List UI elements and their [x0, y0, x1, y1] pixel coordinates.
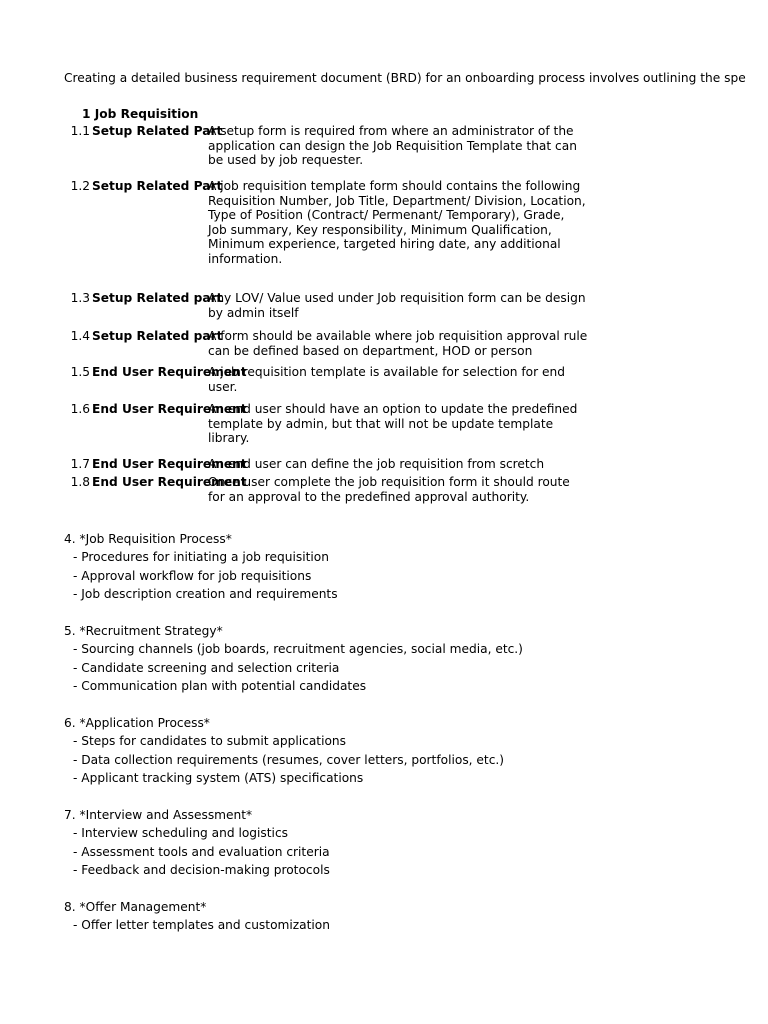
outline-section [64, 622, 523, 696]
description-line: by admin itself [208, 305, 299, 320]
requirement-description [208, 457, 563, 472]
requirement-number: 1.7 [70, 457, 90, 471]
outline-item: - Job description creation and requirements [73, 587, 338, 602]
description-line: application can design the Job Requisition Template that can [208, 138, 577, 153]
outline-item: - Data collection requirements (resumes, cover letters, portfolios, etc.) [73, 752, 505, 767]
requirement-category: Setup Related part [92, 291, 223, 305]
section-heading [82, 106, 198, 122]
description-line: An end user should have an option to update the predefined [208, 402, 578, 416]
outline-item: - Feedback and decision-making protocols [73, 863, 330, 878]
outline-title: 8. *Offer Management* [64, 900, 207, 914]
requirement-description [208, 291, 586, 320]
requirement-category: End User Requirement [92, 402, 247, 416]
requirement-description [208, 329, 588, 358]
outline-item: - Assessment tools and evaluation criteria [73, 844, 330, 859]
outline-item: - Offer letter templates and customization [73, 918, 330, 933]
outline-section [64, 898, 330, 935]
outline-item: - Applicant tracking system (ATS) specifications [73, 771, 364, 786]
description-line: information. [208, 251, 283, 266]
description-line: Type of Position (Contract/ Permenant/ Temporary), Grade, [208, 208, 565, 223]
description-line: A form should be available where job requisition approval rule [208, 329, 588, 343]
requirement-number: 1.1 [70, 124, 90, 138]
description-line: A job requisition template is available for selection for end [208, 365, 565, 379]
requirement-description [208, 124, 577, 168]
description-line: template by admin, but that will not be update template [208, 416, 554, 431]
requirement-number: 1.6 [70, 402, 90, 416]
outline-title: 4. *Job Requisition Process* [64, 532, 232, 546]
intro-paragraph: Creating a detailed business requirement document (BRD) for an onboarding process involves outlining the spe [64, 71, 746, 85]
requirement-description [208, 475, 570, 504]
requirement-category: End User Requirement [92, 457, 247, 471]
section-number: 1 [82, 107, 91, 121]
description-line: Job summary, Key responsibility, Minimum Qualification, [208, 222, 552, 237]
description-line: An end user can define the job requisition from scretch [208, 457, 545, 471]
description-line: can be defined based on department, HOD or person [208, 343, 533, 358]
requirement-category: Setup Related Part [92, 179, 223, 193]
requirement-number: 1.2 [70, 179, 90, 193]
requirement-number: 1.8 [70, 475, 90, 489]
requirement-description [208, 402, 578, 446]
requirement-category: Setup Related part [92, 329, 223, 343]
outline-title: 5. *Recruitment Strategy* [64, 624, 223, 638]
description-line: Any LOV/ Value used under Job requisition form can be design [208, 291, 586, 305]
requirement-number: 1.5 [70, 365, 90, 379]
outline-item: - Procedures for initiating a job requisition [73, 550, 329, 565]
outline-section [64, 806, 330, 880]
requirement-description [208, 365, 563, 394]
outline-item: - Sourcing channels (job boards, recruitment agencies, social media, etc.) [73, 642, 523, 657]
outline-item: - Interview scheduling and logistics [73, 826, 288, 841]
outline-title: 6. *Application Process* [64, 716, 210, 730]
requirement-number: 1.4 [70, 329, 90, 343]
description-line: Once user complete the job requisition form it should route [208, 475, 570, 489]
description-line: A setup form is required from where an administrator of the [208, 124, 574, 138]
requirement-description [208, 179, 586, 267]
description-line: library. [208, 431, 250, 446]
outline-item: - Candidate screening and selection criteria [73, 660, 340, 675]
description-line: Minimum experience, targeted hiring date, any additional [208, 237, 561, 252]
outline-title: 7. *Interview and Assessment* [64, 808, 253, 822]
requirement-category: End User Requirement [92, 475, 247, 489]
requirement-category: End User Requirement [92, 365, 247, 379]
outline-section [64, 714, 504, 788]
description-line: A job requisition template form should contains the following [208, 179, 581, 193]
outline-item: - Approval workflow for job requisitions [73, 568, 312, 583]
requirement-category: Setup Related Part [92, 124, 223, 138]
description-line: Requisition Number, Job Title, Department/ Division, Location, [208, 193, 586, 208]
description-line: user. [208, 379, 238, 394]
requirement-number: 1.3 [70, 291, 90, 305]
section-title: Job Requisition [94, 107, 199, 121]
outline-section [64, 530, 338, 604]
description-line: for an approval to the predefined approval authority. [208, 489, 530, 504]
outline-item: - Steps for candidates to submit applications [73, 734, 347, 749]
description-line: be used by job requester. [208, 153, 364, 168]
outline-item: - Communication plan with potential candidates [73, 679, 367, 694]
